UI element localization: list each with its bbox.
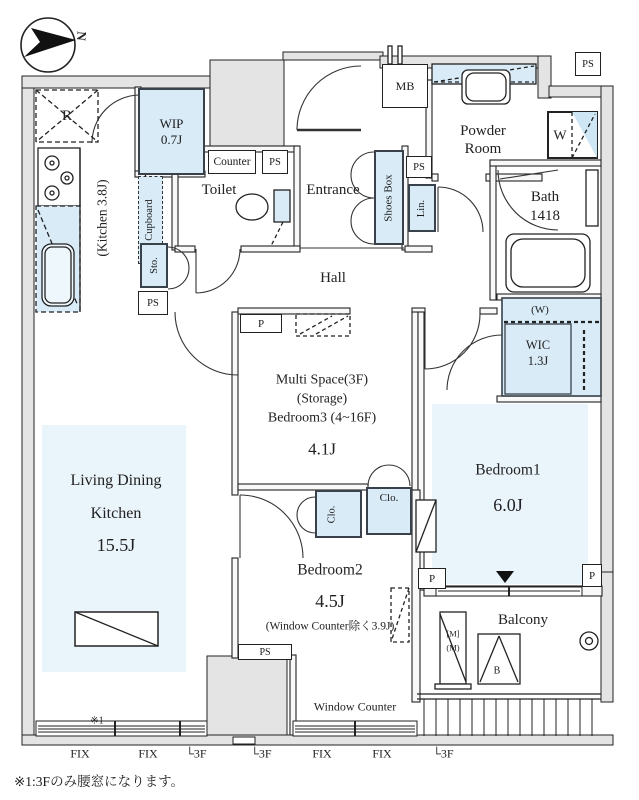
shoes-box: Shoes Box — [374, 150, 404, 245]
washer-label: W — [553, 128, 567, 144]
window-label-3f-3: └3F — [432, 746, 454, 761]
ps-box-toilet: PS — [262, 150, 288, 174]
powder-room-label-2: Room — [464, 140, 502, 157]
ps-notch-window — [233, 737, 255, 744]
window-counter-label: Window Counter — [313, 699, 397, 714]
window-label-fix-2: FIX — [138, 746, 158, 761]
multi-space-size-label: 4.1J — [308, 439, 336, 459]
pillar-multi: P — [240, 314, 282, 333]
meter-label-2: (M) — [446, 642, 460, 653]
wic-size-label: 1.3J — [527, 354, 549, 369]
wip-label: WIP — [159, 115, 184, 131]
footnote: ※1:3Fのみ腰窓になります。 — [14, 774, 184, 789]
toilet-tank-icon — [274, 190, 290, 222]
boiler-label: B — [493, 665, 501, 677]
closet-bedroom2: Clo. — [315, 490, 362, 538]
toilet-label: Toilet — [201, 181, 237, 198]
bath-size-label: 1418 — [530, 207, 560, 224]
ps-box-entrance: PS — [406, 156, 432, 178]
compass-north-label: N — [73, 30, 90, 42]
ldk-size-label: 15.5J — [96, 535, 136, 556]
bedroom2-label: Bedroom2 — [297, 561, 363, 579]
bedroom1-size-label: 6.0J — [493, 495, 523, 516]
meter-box-mb: MB — [382, 64, 428, 108]
bedroom2-note-label: (Window Counter除く3.9J) — [265, 620, 395, 633]
storage-closet: Sto. — [140, 243, 168, 288]
hall-label: Hall — [320, 269, 346, 286]
pillar-balcony-right: P — [582, 564, 602, 587]
ps-box-ldk: PS — [138, 291, 168, 315]
toilet-bowl-icon — [236, 194, 268, 220]
wic-area — [502, 298, 601, 396]
note-mark-label: ※1 — [90, 715, 104, 727]
linen-closet: Lin. — [408, 184, 436, 232]
kitchen-size-label: (Kitchen 3.8J) — [94, 179, 110, 257]
bath-label: Bath — [530, 188, 560, 205]
bedroom1-label: Bedroom1 — [475, 461, 541, 479]
bathtub-icon — [506, 234, 590, 292]
window-label-fix-4: FIX — [372, 746, 392, 761]
compass-icon — [21, 18, 76, 72]
ps-box-bottom: PS — [238, 644, 292, 660]
ldk-label-1: Living Dining — [70, 472, 162, 490]
wip-size: 0.7J — [160, 131, 183, 147]
window-label-fix-3: FIX — [312, 746, 332, 761]
multi-space-label-3: Bedroom3 (4~16F) — [267, 410, 377, 426]
wic-label: WIC — [525, 338, 551, 353]
pillar-balcony-left: P — [418, 568, 446, 589]
window-label-fix-1: FIX — [70, 746, 90, 761]
powder-room-label-1: Powder — [460, 122, 506, 139]
ps-box-topright: PS — [575, 52, 601, 76]
meter-label-1: [M] — [446, 628, 460, 639]
balcony-label: Balcony — [498, 611, 548, 628]
multi-space-label-1: Multi Space(3F) — [275, 372, 369, 388]
railing-hatch — [424, 699, 592, 736]
boiler-icon — [478, 634, 520, 684]
counter-box — [208, 150, 256, 174]
wic-washer-hint-label: (W) — [531, 303, 549, 316]
window-label-3f-1: └3F — [185, 746, 207, 761]
entrance-label: Entrance — [306, 181, 360, 198]
cupboard-label: Cupboard — [144, 199, 156, 241]
window-label-3f-2: └3F — [250, 746, 272, 761]
ldk-label-2: Kitchen — [90, 505, 142, 523]
bedroom2-size-label: 4.5J — [315, 591, 345, 612]
counter-table-symbol — [75, 612, 158, 646]
counter-label: Counter — [213, 156, 251, 168]
closet-multi: Clo. — [366, 487, 412, 535]
multi-space-label-2: (Storage) — [296, 390, 348, 406]
faucet-icon — [580, 632, 598, 650]
refrigerator-label: R — [61, 107, 73, 124]
wip-room — [138, 88, 205, 175]
stove-icon — [38, 148, 80, 206]
